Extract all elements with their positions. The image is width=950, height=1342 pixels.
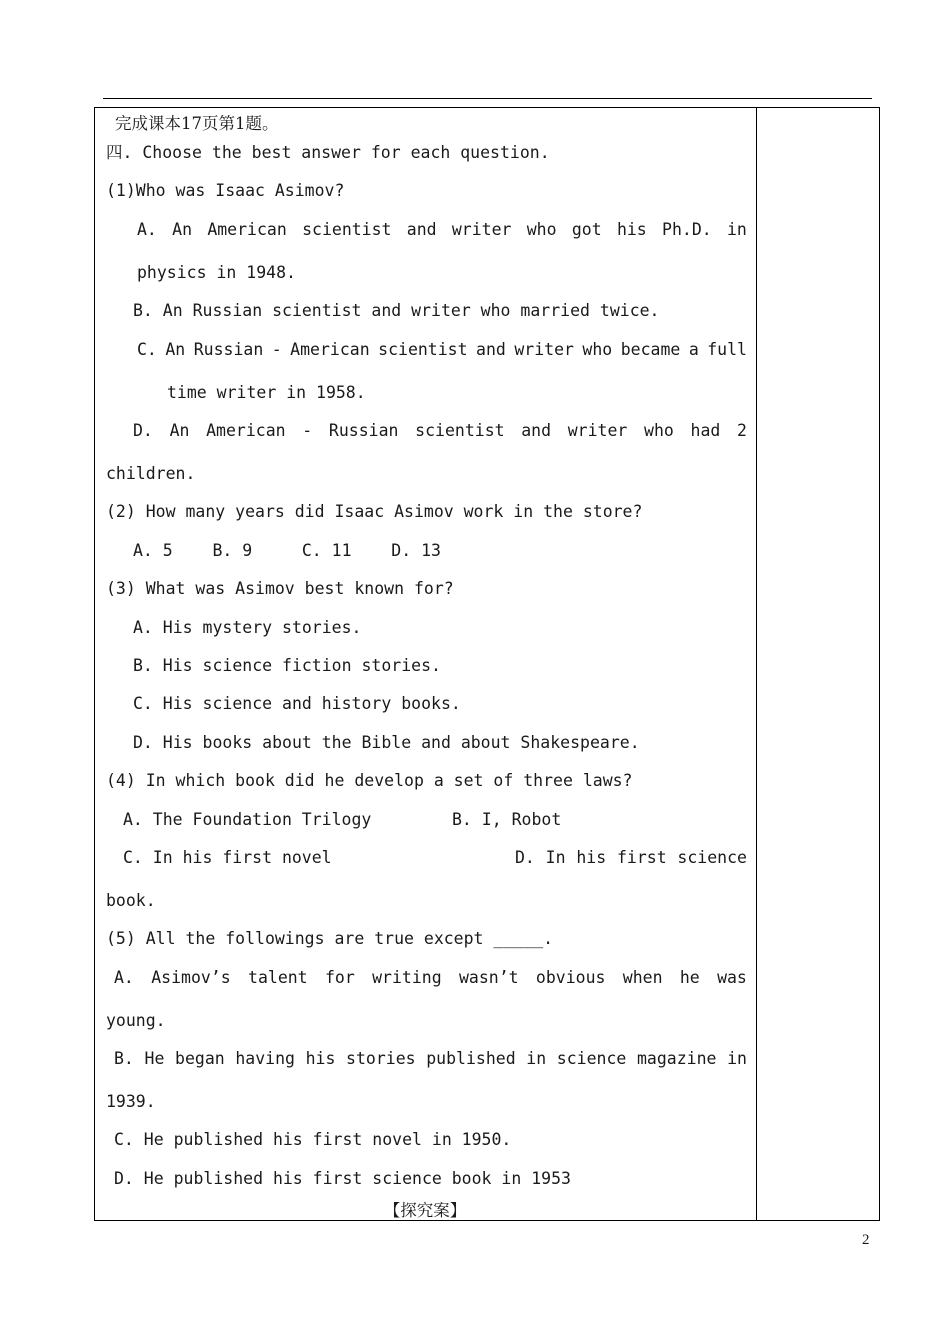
q4-option-b: B. I, Robot [452, 810, 562, 829]
word: had [690, 421, 721, 440]
q5-option-b-line2: 1939. [106, 1092, 156, 1111]
word: for [324, 968, 355, 987]
q5-option-a-line2: young. [106, 1011, 166, 1030]
word: who [582, 340, 613, 359]
word: writer [514, 340, 574, 359]
word: An [165, 340, 186, 359]
word: 2 [737, 421, 747, 440]
q4-option-d-line2: book. [106, 891, 156, 910]
word: Russian [328, 421, 399, 440]
q3-option-d: D. His books about the Bible and about Shakespeare. [133, 733, 640, 752]
q2-options: A. 5 B. 9 C. 11 D. 13 [133, 541, 441, 560]
header-rule [103, 98, 872, 99]
word: scientist [415, 421, 505, 440]
word: and [406, 220, 437, 239]
q1-option-c-line2: time writer in 1958. [167, 383, 366, 402]
word: writing [372, 968, 442, 987]
word: his [576, 848, 607, 867]
q5-option-d: D. He published his first science book in 1953 [114, 1169, 571, 1188]
word: was [717, 968, 747, 987]
word: - [302, 421, 313, 440]
word: scientist [302, 220, 392, 239]
word: and [521, 421, 552, 440]
word: American [290, 340, 370, 359]
q1-option-a-line2: physics in 1948. [137, 263, 296, 282]
word: science [677, 848, 747, 867]
q4-option-c: C. In his first novel [123, 848, 332, 867]
word: who [526, 220, 557, 239]
section-title: 四. Choose the best answer for each question. [106, 143, 550, 162]
word: He [144, 1049, 165, 1068]
word: D. [133, 421, 153, 440]
q4-stem: (4) In which book did he develop a set of three laws? [106, 771, 633, 790]
q1-option-c-line1 [137, 340, 747, 360]
word: having [235, 1049, 295, 1068]
section-label-exploration: 【探究案】 [383, 1201, 467, 1220]
q1-option-a-line1 [137, 220, 747, 240]
word: a [688, 340, 699, 359]
q5-option-a-line1 [114, 968, 747, 988]
q5-option-b-line1 [114, 1049, 747, 1069]
word: writer [451, 220, 512, 239]
word: wasn’t [458, 968, 519, 987]
word: Russian [193, 340, 264, 359]
q3-option-c: C. His science and history books. [133, 694, 461, 713]
intro-text: 完成课本17页第1题。 [115, 114, 279, 133]
word: An [169, 421, 190, 440]
q3-option-b: B. His science fiction stories. [133, 656, 441, 675]
page-number: 2 [862, 1232, 870, 1248]
q3-stem: (3) What was Asimov best known for? [106, 579, 454, 598]
word: in [526, 1049, 547, 1068]
word: D. [515, 848, 535, 867]
q4-option-a: A. The Foundation Trilogy [123, 810, 372, 829]
word: writer [567, 421, 628, 440]
word: obvious [535, 968, 606, 987]
table-column-divider [756, 107, 757, 1221]
word: began [175, 1049, 225, 1068]
word: science [556, 1049, 627, 1068]
word: talent [248, 968, 308, 987]
word: his [616, 220, 647, 239]
q4-option-d-line1 [515, 848, 747, 868]
word: An [172, 220, 193, 239]
q1-option-d-line1 [133, 421, 747, 441]
word: - [271, 340, 282, 359]
word: A. [137, 220, 157, 239]
q1-option-b: B. An Russian scientist and writer who married twice. [133, 301, 660, 320]
word: Asimov’s [151, 968, 231, 987]
word: became [620, 340, 681, 359]
word: American [207, 220, 287, 239]
word: when [622, 968, 663, 987]
word: and [476, 340, 506, 359]
word: got [571, 220, 602, 239]
word: American [206, 421, 286, 440]
word: first [616, 848, 667, 867]
q5-option-c: C. He published his first novel in 1950. [114, 1130, 512, 1149]
q1-stem: (1)Who was Isaac Asimov? [106, 181, 345, 200]
word: he [679, 968, 700, 987]
q5-stem: (5) All the followings are true except _____. [106, 929, 554, 948]
word: stories [346, 1049, 416, 1068]
word: scientist [378, 340, 468, 359]
word: in [726, 220, 747, 239]
word: A. [114, 968, 134, 987]
q2-stem: (2) How many years did Isaac Asimov work in the store? [106, 502, 643, 521]
word: Ph.D. [662, 220, 712, 239]
q1-option-d-line2: children. [106, 464, 196, 483]
word: in [727, 1049, 747, 1068]
word: who [644, 421, 674, 440]
word: B. [114, 1049, 134, 1068]
word: In [545, 848, 566, 867]
word: C. [137, 340, 157, 359]
word: full [707, 340, 747, 359]
q3-option-a: A. His mystery stories. [133, 618, 362, 637]
word: published [426, 1049, 516, 1068]
word: his [305, 1049, 336, 1068]
word: magazine [636, 1049, 717, 1068]
